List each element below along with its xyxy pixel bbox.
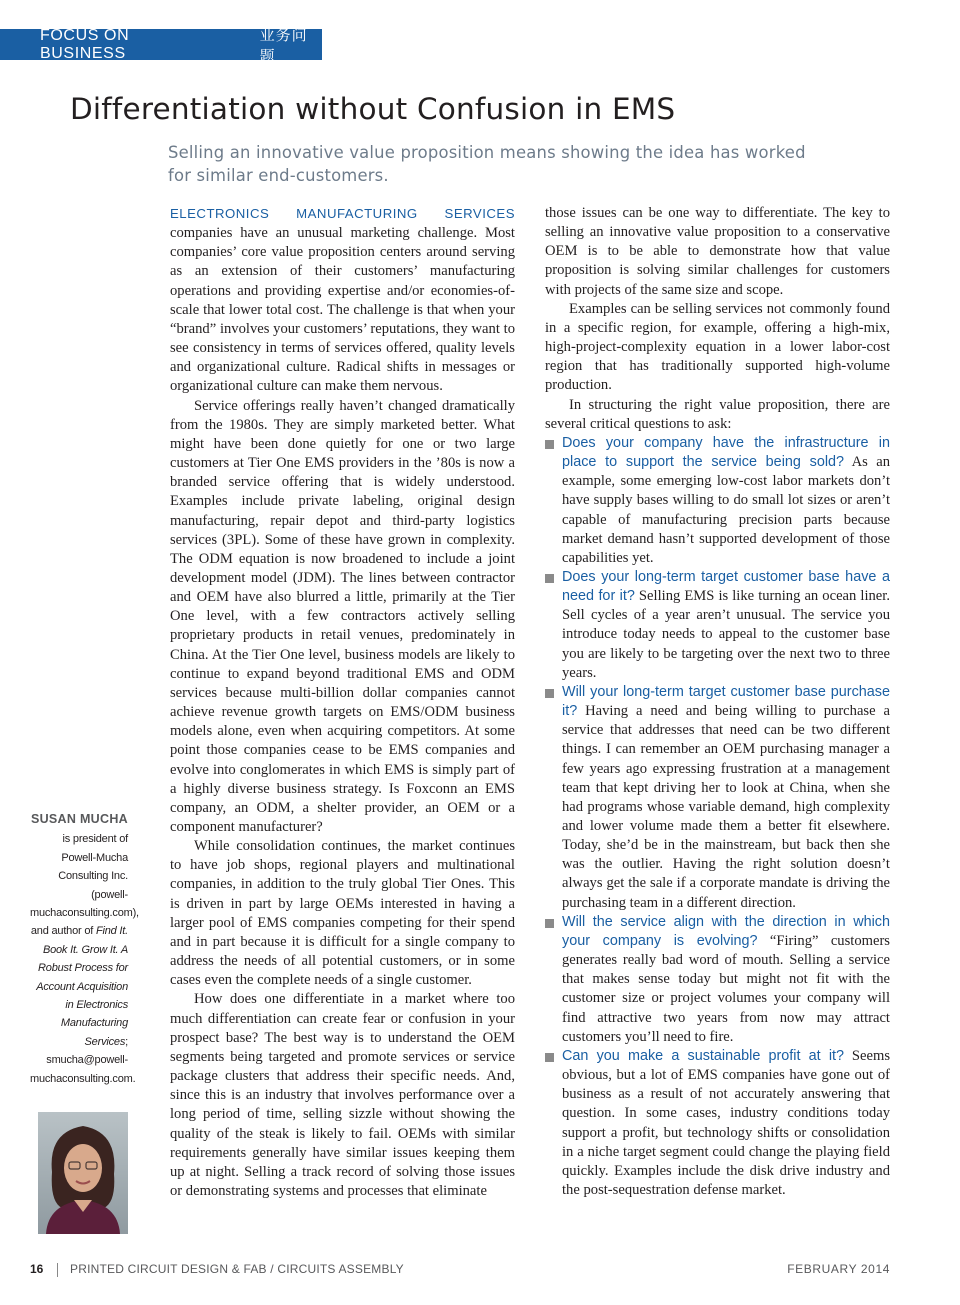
section-label-cn: 业务问题	[259, 25, 308, 65]
paragraph: In structuring the right value proposition, there are several critical questions to ask:	[545, 396, 890, 432]
paragraph: Examples can be selling services not commonly found in a specific region, for example, offering a high-mix, high-project-complexity equation in a lower labor-cost region that has traditionally supported high-volume production.	[545, 300, 890, 394]
author-photo	[38, 1112, 128, 1234]
bio-email: ; smucha@powell-muchaconsulting.com.	[30, 1035, 136, 1085]
bullet-square-icon	[545, 574, 554, 583]
question-text: Will the service align with the direction in which your company is evolving?	[562, 913, 890, 949]
question-item	[545, 434, 890, 568]
article-column-2	[545, 204, 890, 1200]
question-item	[545, 568, 890, 683]
article-subtitle: Selling an innovative value proposition means showing the idea has worked for similar end-customers.	[168, 143, 806, 185]
page-number: 16	[30, 1262, 44, 1276]
question-text: Does your long-term target customer base have a need for it?	[562, 568, 890, 605]
question-item	[545, 683, 890, 913]
lead-in: ELECTRONICS MANUFACTURING SERVICES	[170, 206, 515, 221]
page-footer	[0, 1262, 960, 1280]
question-text: Will your long-term target customer base purchase it?	[562, 683, 890, 720]
question-text: Does your company have the infrastructure in place to support the service being sold?	[562, 434, 890, 471]
answer-text: Having a need and being willing to purchase a service that addresses that need can be two different things. I can remember an OEM purchasing manager a few years ago expressing frustration at a management team that kept driving her to look at China, when she had programs whose variable demand, high complexity and lower volume made them a better fit elsewhere. Today, she’d be in the mainstream, but back then she was the outlier. Having the right solution doesn’t always get the sale if a corporate mandate is driving the purchasing team in a different direction.	[562, 703, 890, 911]
paragraph	[170, 204, 515, 397]
section-banner	[0, 25, 322, 65]
bullet-square-icon	[545, 440, 554, 449]
author-portrait-icon	[38, 1112, 128, 1234]
article-title: Differentiation without Confusion in EMS	[70, 92, 676, 126]
answer-text: Seems obvious, but a lot of EMS companies have gone out of business as a result of not accurately answering that question. In some cases, industry conditions today support a profit, but technology shifts or consolidation in a niche target segment could change the playing field quickly. Examples include the disk drive industry and the post-sequestration defense market.	[562, 1047, 890, 1198]
footer-divider	[57, 1263, 58, 1277]
answer-text: “Firing” customers generates really bad word of mouth. Selling a service that makes sense today but might not fit with the customer size or project volumes your company will find attractive two years from now may attract customers you’ll need to fire.	[562, 932, 890, 1045]
answer-text: Selling EMS is like turning an ocean liner. Sell cycles of a year aren’t unusual. The service you introduce today needs to appeal to the customer base you are likely to be targeting over the next two to three years.	[562, 588, 890, 681]
section-label: FOCUS ON BUSINESS	[40, 26, 130, 62]
paragraph: Service offerings really haven’t changed dramatically from the 1980s. They are simply marketed better. What might have been done quietly for one or two large customers at Tier One EMS providers in the ’80s is now a branded service offering that is widely understood. Examples include private labeling, original design manufacturing, repair depot and third-party logistics services (3PL). Some of these have grown in complexity. The ODM equation is now broadened to include a joint development model (JDM). The lines between contractor and OEM have also blurred a little, primarily at the Tier One level, with a few contractors actively selling proprietary products in retail venues, predominately in China. At the Tier One level, business models are likely to continue to expand beyond traditional EMS and ODM services because multi-billion dollar companies cannot achieve revenue growth targets on EMS/ODM business models alone, even when acquiring competitors. At some point those companies cease to be EMS companies and evolve into conglomerates in which EMS is simply part of a highly diverse business strategy. Is Foxconn an EMS company, an ODM, a shelter provider, an OEM or a component manufacturer?	[170, 397, 515, 835]
paragraph: How does one differentiate in a market where too much differentiation can create fear or confusion in your prospect base? The best way is to understand the OEM segments being targeted and promote services or service package clusters that address their specific needs. And, since this is an industry that involves performance over a long period of time, selling sizzle without showing the quality of the steak is likely to fail. OEMs with similar requirements generally have similar issues keeping them up at night. Selling a track record of solving those issues or demonstrating systems and processes that eliminate	[170, 991, 515, 1199]
author-name: SUSAN MUCHA	[30, 812, 128, 826]
paragraph: those issues can be one way to differentiate. The key to selling an innovative value proposition to a conservative OEM is to be able to demonstrate how that value proposition is solving similar challenges for customers with projects of the same size and scope.	[545, 205, 890, 298]
paragraph-text: companies have an unusual marketing challenge. Most companies’ core value proposition centers around serving as an extension of their customers’ manufacturing operations and providing expertise and/or economies-of-scale that lower total cost. The challenge is that when your “brand” involves your customers’ reputations, they want to see consistency in terms of services offered, quality levels and organizational culture. Radical shifts in messages or organizational culture can make them nervous.	[170, 225, 515, 395]
book-title: Find It. Book It. Grow It. A Robust Process for Account Acquisition in Electronics Manufacturing Services	[36, 925, 128, 1048]
answer-text: As an example, some emerging low-cost labor markets don’t have supply bases willing to do small lot sizes or aren’t capable of manufacturing precision parts because market demand hasn’t supported development of those capabilities yet.	[562, 454, 891, 566]
issue-date: FEBRUARY 2014	[787, 1262, 890, 1276]
question-item	[545, 913, 890, 1047]
question-text: Can you make a sustainable profit at it?	[562, 1047, 845, 1064]
bullet-square-icon	[545, 689, 554, 698]
publication-name: PRINTED CIRCUIT DESIGN & FAB / CIRCUITS ASSEMBLY	[70, 1262, 404, 1276]
bio-text: is president of Powell-Mucha Consulting Inc. (powell-muchaconsulting.com), and author of	[30, 833, 139, 938]
article-column-1	[170, 204, 515, 1201]
bullet-square-icon	[545, 919, 554, 928]
bullet-square-icon	[545, 1053, 554, 1062]
author-bio	[30, 810, 139, 1088]
paragraph: While consolidation continues, the market continues to have job shops, regional players and multinational companies, in addition to the truly global Tier Ones. This is driven in part by large OEMs interested in having a larger pool of EMS companies competing for their spend and in part because it is difficult for a single company to address the needs of all potential customers, or in some cases even the complete needs of a single customer.	[170, 838, 515, 989]
question-item	[545, 1047, 890, 1200]
